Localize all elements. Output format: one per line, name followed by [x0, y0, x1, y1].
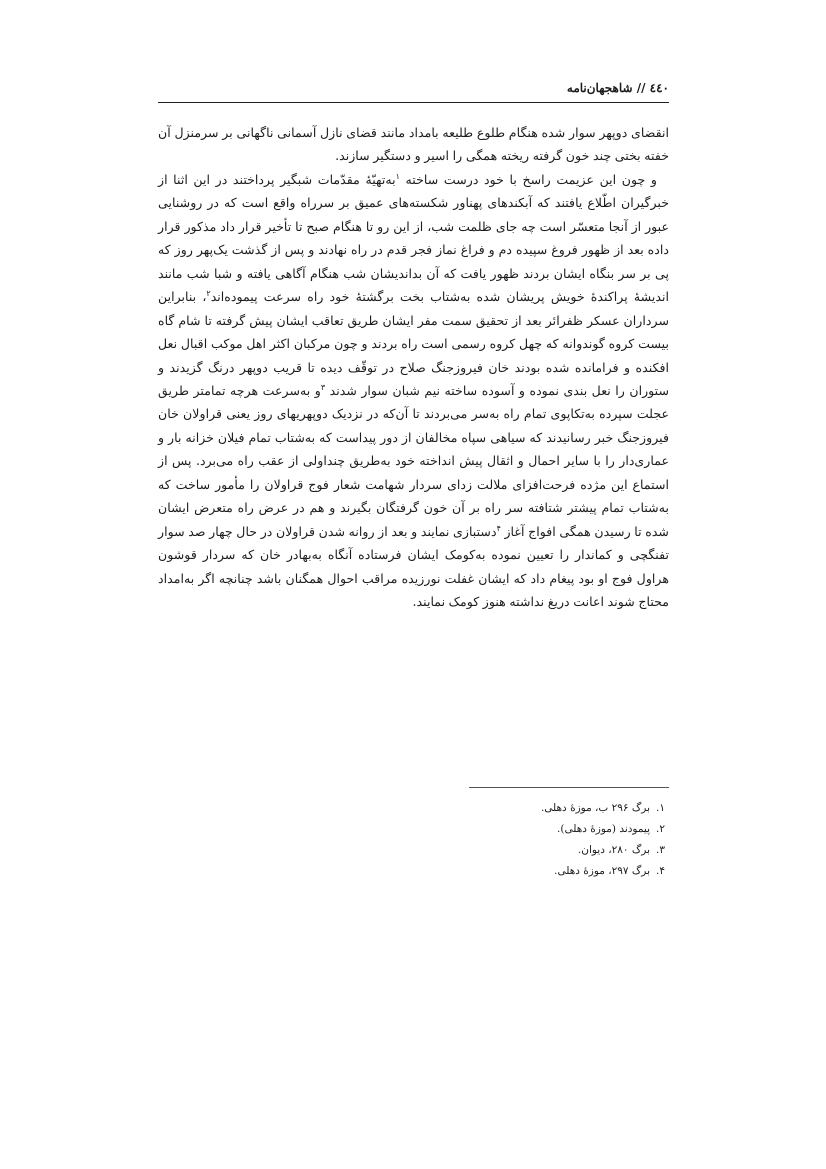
running-header [158, 78, 669, 102]
footnote-2 [380, 819, 669, 840]
paragraph-2-text-e: دستبازی نمایند و بعد از روانه شدن قراولان در حال چهار صد سوار تفنگچی و کماندار را تعیین نموده به‌کومک ایشان فرستاده آنگاه به‌بهادر خان که سردار قوشون هراول فوج او بود پیغام داد که ایشان غفلت نورزیده مراقب احوال همگنان باشد چنانچه اگر به‌امداد محتاج شوند اعانت دریغ نداشته هنوز کومک نمایند. [158, 523, 669, 610]
paragraph-2-text-a: و چون این عزیمت راسخ با خود درست ساخته [399, 171, 657, 187]
footnote-ref-2[interactable]: ۲ [206, 288, 211, 298]
footnote-ref-1[interactable]: ۱ [395, 171, 400, 181]
footnote-ref-3[interactable]: ۳ [320, 382, 326, 392]
paragraph-2-text-c: ، بنابراین سرداران عسکر ظفرائر بعد از تحقیق سمت مفر ایشان طریق تعاقب ایشان پیش گرفته تا شام گاه بیست کروه گوندوانه که چهل کروه رسمی است راه بردند و چون مرکبان اکثر اهل موکب اقبال نعل افکنده و فرامانده شده بودند خان فیروزجنگ صلاح در توقّف دیده تا قریب دوپهر درنگ گزیدند و ستوران را نعل بندی نموده و آسوده ساخته نیم شبان سوار شدند [158, 289, 670, 398]
footnote-number: ۴. [656, 865, 665, 877]
paragraph-2-text-d: و به‌سرعت هرچه تمامتر طریق عجلت سپرده به‌تکاپوی تمام راه به‌سر می‌بردند تا آن‌که در نزدیک دوپهریهای روز یعنی قراولان خان فیروزجنگ خبر رسانیدند که سیاهی سپاه مخالفان از دور پیداست که به‌شتاب تمام فیلان خزانه بار و عماری‌دار را با سایر احمال و اثقال پیش انداخته خود به‌طریق چنداولی از عقب راه می‌برد. پس از استماع این مژده فرحت‌افزای ملالت زدای سردار شهامت شعار فوج قراولان را مأمور ساخت که به‌شتاب تمام پیشتر شتافته سر راه بر آن خون گرفتگان بگیرند و هم در عرض راه متعرض ایشان شده تا رسیدن همگی افواج آغاز [158, 382, 669, 539]
footnote-text: برگ ۲۹۶ ب، موزهٔ دهلی. [540, 802, 651, 814]
footnote-3 [380, 840, 669, 861]
page-number-and-title: ٤٤٠ // شاهجهان‌نامه [566, 81, 669, 95]
footnote-text: پیمودند (موزهٔ دهلی). [557, 823, 651, 835]
footnote-1 [380, 798, 669, 819]
paragraph-1-text: انقضای دوپهر سوار شده هنگام طلوع طلیعه بامداد مانند قضای نازل آسمانی ناگهانی بر سرمنزل آن خفته بختی چند خون گرفته ریخته همگی را اسیر و دستگیر سازند. [158, 125, 669, 164]
main-text [158, 121, 669, 614]
footnote-ref-4[interactable]: ۴ [496, 523, 501, 533]
footnote-number: ۱. [656, 802, 665, 814]
footnote-number: ۳. [656, 844, 665, 856]
paragraph-1 [158, 121, 669, 168]
footnote-4 [380, 861, 669, 882]
header-rule [158, 102, 669, 103]
paragraph-2 [158, 168, 669, 614]
paragraph-2-text-b: به‌تهیّهٔ مقدّمات شبگیر پرداختند در این اثنا از خبرگیران اطّلاع یافتند که آبکندهای پهناور شکسته‌های عمیق بر سرراه واقع است که در روشنایی عبور از آنجا متعسّر است چه جای ظلمت شب، از این رو تا هنگام صبح تا تأخیر قرار داد مذکور قرار داده بعد از ظهور فروغ سپیده دم و فراغ نماز فجر قدم در راه نهادند و پس از گذشت یک‌پهر روز که پی بر سر بنگاه ایشان بردند ظهور یافت که آن بداندیشان شب هنگام آگاهی یافته و شبا شب مانند اندیشهٔ پراکندهٔ خویش پریشان شده به‌شتاب بخت برگشتهٔ خود راه سرعت پیموده‌اند [158, 171, 669, 305]
footnotes [380, 798, 669, 882]
footnote-text: برگ ۲۹۷، موزهٔ دهلی. [554, 865, 651, 877]
footnote-rule [469, 787, 669, 788]
footnote-text: برگ ۲۸۰، دیوان. [577, 844, 651, 856]
footnote-number: ۲. [656, 823, 665, 835]
